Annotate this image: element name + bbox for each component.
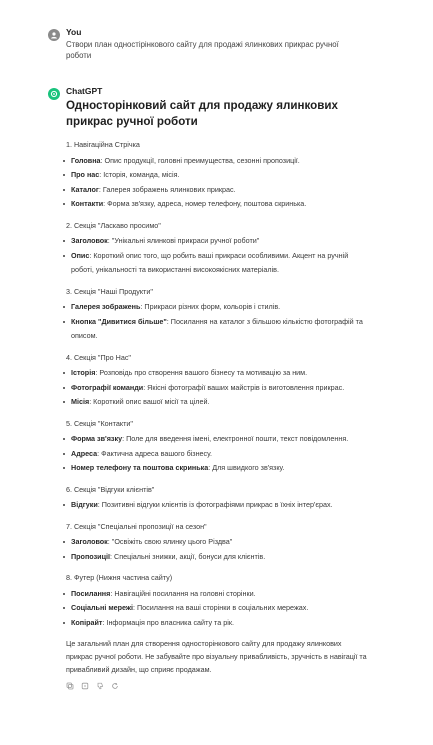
item-keyword: Контакти [71, 199, 104, 208]
section-title: 5. Секція "Контакти" [66, 418, 133, 428]
list-item [66, 197, 368, 212]
item-keyword: Про нас [71, 170, 100, 179]
item-text: : Короткий опис вашої місії та цілей. [89, 397, 210, 406]
item-text: : Форма зв'язку, адреса, номер телефону, поштова скринька. [103, 199, 307, 208]
item-text: : Прикраси різних форм, кольорів і стилів. [140, 302, 281, 311]
item-text: : "Унікальні ялинкові прикраси ручної роботи" [107, 236, 260, 245]
copy-icon[interactable] [66, 681, 74, 689]
item-keyword: Копірайт [71, 617, 103, 627]
user-name: You [66, 27, 82, 37]
plan-section [66, 138, 368, 212]
section-list [66, 366, 368, 410]
item-text: : Посилання на ваші сторінки в соціальних мережах. [133, 603, 309, 612]
plan-section [66, 351, 368, 410]
item-text: : Навігаційні посилання на головні сторінки. [110, 588, 256, 598]
list-item [66, 183, 368, 198]
list-item [66, 234, 368, 249]
item-keyword: Заголовок [71, 537, 108, 546]
list-item [66, 249, 368, 278]
section-list [66, 300, 368, 344]
item-keyword: Історія [71, 368, 96, 377]
section-list [66, 154, 368, 212]
user-message-text: Створи план одностірінкового сайту для продажі ялинкових прикрас ручної роботи [66, 40, 339, 60]
item-keyword: Галерея зображень [71, 302, 141, 311]
item-keyword: Каталог [71, 184, 99, 194]
item-text: : Галерея зображень ялинкових прикрас. [98, 184, 236, 194]
list-item [66, 381, 368, 396]
item-keyword: Номер телефону та поштова скринька [71, 463, 209, 472]
item-keyword: Кнопка "Дивитися більше" [71, 316, 167, 326]
section-title: 7. Секція "Спеціальні пропозиції на сезон" [66, 521, 207, 531]
message-actions [66, 681, 368, 689]
item-text: : Спеціальні знижки, акції, бонуси для клієнтів. [110, 551, 266, 561]
section-title: 2. Секція "Ласкаво просимо" [66, 220, 161, 230]
list-item [66, 315, 368, 344]
list-item [66, 550, 368, 565]
user-avatar-icon [48, 29, 60, 41]
item-keyword: Фотографії команди [71, 382, 144, 392]
item-text: : Інформація про власника сайту та рік. [102, 617, 234, 627]
plan-section [66, 571, 368, 630]
item-text: : "Освіжіть свою ялинку цього Різдва" [107, 537, 233, 546]
response-body [66, 138, 368, 689]
list-item [66, 168, 368, 183]
plan-section [66, 483, 368, 513]
regenerate-icon[interactable] [81, 681, 89, 689]
section-list [66, 535, 368, 564]
item-text: : Поле для введення імені, електронної пошти, текст повідомлення. [122, 434, 349, 443]
item-keyword: Адреса [71, 448, 98, 458]
plan-section [66, 219, 368, 278]
list-item [66, 300, 368, 315]
item-text: : Короткий опис того, що робить ваші прикраси особливими. Акцент на ручній роботі, унікальності та використанні високоякісних матеріалів. [71, 250, 349, 274]
item-keyword: Головна [71, 155, 101, 165]
list-item [66, 395, 368, 410]
list-item [66, 154, 368, 169]
item-keyword: Соціальні мережі [71, 603, 134, 612]
plan-section [66, 417, 368, 476]
list-item [66, 616, 368, 631]
section-title: 3. Секція "Наші Продукти" [66, 286, 153, 296]
section-title: 6. Секція "Відгуки клієнтів" [66, 484, 155, 494]
item-keyword: Місія [71, 397, 90, 406]
chatgpt-logo-icon [48, 88, 60, 100]
item-text: : Фактична адреса вашого бізнесу. [97, 448, 213, 458]
list-item [66, 498, 368, 513]
item-text: : Позитивні відгуки клієнтів із фотографіями прикрас в їхніх інтер'єрах. [97, 500, 333, 509]
item-text: : Посилання на каталог з більшою кількістю фотографій та описом. [71, 316, 363, 340]
item-text: : Для швидкого зв'язку. [208, 463, 285, 472]
item-text: : Опис продукції, головні преимущества, сезонні пропозиції. [100, 155, 300, 165]
item-keyword: Відгуки [71, 500, 98, 509]
item-keyword: Форма зв'язку [71, 434, 123, 443]
section-list [66, 234, 368, 278]
plan-section [66, 520, 368, 565]
section-title: 4. Секція "Про Нас" [66, 352, 131, 362]
response-title: Односторінковий сайт для продажу ялинкових прикрас ручної роботи [66, 99, 338, 128]
item-keyword: Посилання [71, 588, 111, 598]
refresh-icon[interactable] [111, 681, 119, 689]
section-title: 1. Навігаційна Стрічка [66, 140, 140, 149]
closing-paragraph: Це загальний план для створення односторінкового сайту для продажу ялинкових прикрас ручної роботи. Не забувайте про візуальну привабливість, зручність в навігації та привабливий дизайн, що сприяє продажам. [66, 639, 367, 674]
thumbs-down-icon[interactable] [96, 681, 104, 689]
list-item [66, 447, 368, 462]
item-keyword: Заголовок [71, 236, 108, 245]
item-text: : Якісні фотографії ваших майстрів із виготовлення прикрас. [143, 382, 345, 392]
assistant-name: ChatGPT [66, 86, 103, 96]
section-list [66, 587, 368, 631]
item-keyword: Пропозиції [71, 551, 111, 561]
section-title: 8. Футер (Нижня частина сайту) [66, 573, 173, 582]
list-item [66, 461, 368, 476]
section-list [66, 432, 368, 476]
list-item [66, 432, 368, 447]
list-item [66, 587, 368, 602]
list-item [66, 535, 368, 550]
item-text: : Розповідь про створення вашого бізнесу та мотивацію за ним. [95, 368, 308, 377]
list-item [66, 601, 368, 616]
item-keyword: Опис [71, 250, 90, 260]
section-list [66, 498, 368, 513]
list-item [66, 366, 368, 381]
item-text: : Історія, команда, місія. [99, 170, 180, 179]
plan-section [66, 285, 368, 344]
